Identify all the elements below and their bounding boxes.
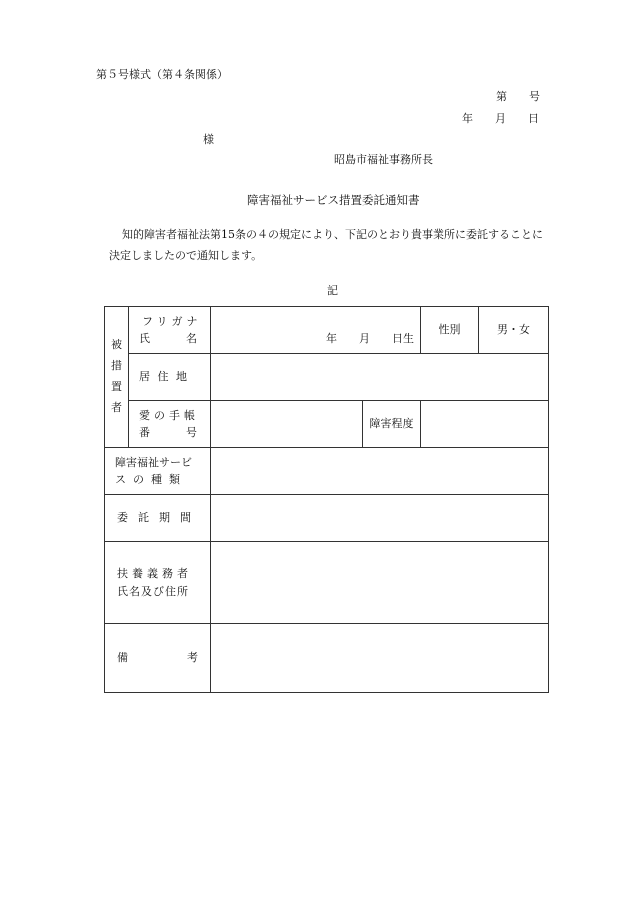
guardian-label-2: 氏名及び住所 (117, 584, 189, 598)
ki-heading: 記 (327, 284, 338, 297)
form-table (104, 306, 549, 693)
notebook-label-cell (129, 401, 211, 448)
disability-level-label: 障害程度 (363, 401, 421, 448)
group-label-char: 被 (111, 338, 122, 352)
address-field[interactable] (211, 354, 549, 401)
body-line-2: 決定しましたので通知します。 (109, 249, 263, 262)
sender-name: 昭島市福祉事務所長 (334, 153, 433, 166)
guardian-label-1: 扶養義務者 (117, 567, 192, 581)
remarks-field[interactable] (211, 624, 549, 693)
service-type-label-2: スの種類 (115, 473, 187, 486)
remarks-label: 備 考 (105, 624, 211, 693)
issue-date: 年 月 日 (462, 112, 539, 125)
form-number: 第５号様式（第４条関係） (96, 68, 228, 81)
notebook-label: 愛の手帳 (139, 408, 199, 422)
number-label: 番 号 (139, 426, 197, 439)
guardian-field[interactable] (211, 542, 549, 624)
address-label: 居 住 地 (129, 354, 211, 401)
service-type-label (105, 448, 211, 495)
disability-level-field[interactable] (421, 401, 549, 448)
group-label-char: 置 (111, 380, 122, 393)
name-label-cell (129, 307, 211, 354)
period-field[interactable] (211, 495, 549, 542)
document-title: 障害福祉サービス措置委託通知書 (247, 193, 420, 207)
document-number: 第 号 (496, 90, 540, 103)
name-label: 氏 名 (139, 332, 197, 345)
group-label-char: 措 (111, 359, 122, 373)
group-label-char: 者 (111, 400, 122, 414)
furigana-label: フリガナ (142, 314, 202, 328)
gender-label: 性別 (421, 307, 479, 354)
subject-group-label (105, 307, 129, 448)
addressee-suffix: 様 (203, 133, 214, 146)
name-field[interactable] (211, 307, 421, 354)
guardian-label (105, 542, 211, 624)
notebook-number-field[interactable] (211, 401, 363, 448)
birth-date-label: 年 月 日生 (326, 331, 414, 345)
gender-field[interactable]: 男・女 (479, 307, 549, 354)
service-type-field[interactable] (211, 448, 549, 495)
service-type-label-1: 障害福祉サービ (115, 455, 192, 469)
period-label: 委託期間 (105, 495, 211, 542)
body-line-1: 知的障害者福祉法第15条の４の規定により、下記のとおり貴事業所に委託することに (122, 228, 543, 241)
